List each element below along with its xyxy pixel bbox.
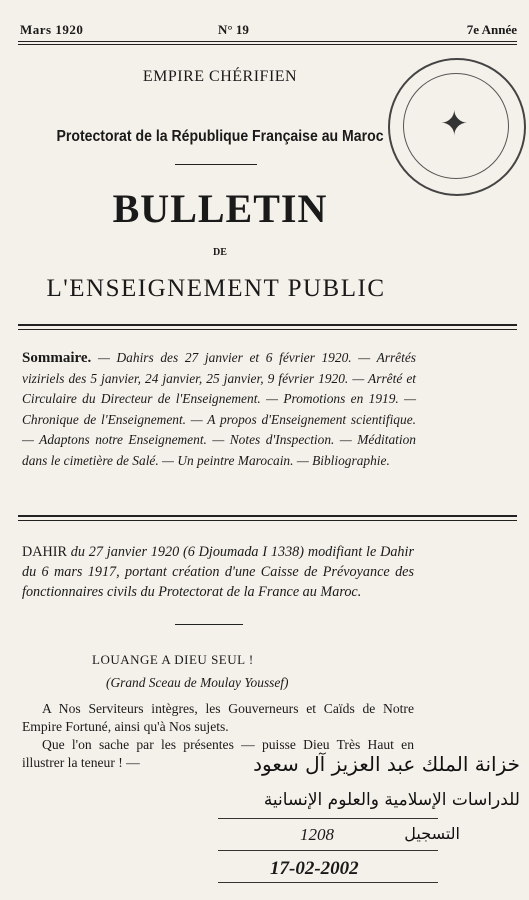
- louange-line: LOUANGE A DIEU SEUL !: [92, 652, 254, 667]
- sommaire-rule-top: [18, 515, 517, 517]
- annotation-underline-2: [218, 850, 438, 851]
- dahir-divider: [175, 624, 243, 625]
- dahir-text: du 27 janvier 1920 (6 Djoumada I 1338) modifiant le Dahir du 6 mars 1917, portant création d'une Caisse de Prévoyance des fonctionnaires civils du Protectorat de la France au Maroc.: [22, 544, 414, 600]
- annotation-underline-1: [218, 818, 438, 819]
- issue-date: Mars 1920: [20, 22, 84, 37]
- dahir-heading: [22, 542, 414, 602]
- seal-emblem-icon: ✦: [440, 106, 469, 143]
- header-rule-bottom: [18, 44, 517, 45]
- title-de: DE: [213, 247, 227, 258]
- sommaire-label: Sommaire.: [22, 350, 92, 366]
- arabic-library-name: خزانة الملك عبد العزيز آل سعود: [253, 752, 520, 776]
- stamp-inner-ring: [403, 73, 509, 179]
- issue-year: 7e Année: [466, 22, 517, 37]
- library-stamp: [388, 58, 526, 196]
- sommaire-text: — Dahirs des 27 janvier et 6 février 1920. — Arrêtés viziriels des 5 janvier, 24 janvier, 25 janvier, 9 février 1920. — Arrêté et Circulaire du Directeur de l'Enseignement. — Promotions en 1919. — Chronique de l'Enseignement. — A propos d'Enseignement scientifique. — Adaptons notre Enseignement. — Notes d'Inspection. — Méditation dans le cimetière de Salé. — Un peintre Marocain. — Bibliographie.: [22, 350, 416, 468]
- arabic-register-label: التسجيل: [404, 824, 460, 843]
- protectorat-heading: Protectorat de la République Française au Maroc: [56, 128, 384, 145]
- empire-heading: EMPIRE CHÉRIFIEN: [142, 68, 298, 85]
- sommaire-rule-bottom: [18, 520, 517, 521]
- masthead-divider: [175, 164, 257, 165]
- register-number: 1208: [300, 825, 334, 844]
- body-paragraph-1: A Nos Serviteurs intègres, les Gouverneurs et Caïds de Notre Empire Fortuné, ainsi qu'à Nos sujets.: [22, 701, 414, 734]
- arabic-library-subtitle: للدراسات الإسلامية والعلوم الإنسانية: [263, 790, 520, 810]
- dahir-label: DAHIR: [22, 544, 67, 560]
- bulletin-title: BULLETIN: [112, 186, 328, 231]
- body-paragraph-2: Que l'on sache par les présentes — puisse Dieu Très Haut en illustrer la teneur ! —: [22, 737, 414, 770]
- header-rule-top: [18, 41, 517, 42]
- masthead-rule-bottom: [18, 329, 517, 330]
- header-line: [20, 22, 517, 42]
- sceau-line: (Grand Sceau de Moulay Youssef): [106, 675, 289, 690]
- register-date: 17-02-2002: [270, 858, 359, 879]
- masthead-rule-top: [18, 324, 517, 326]
- bulletin-subtitle: L'ENSEIGNEMENT PUBLIC: [46, 275, 386, 302]
- annotation-underline-3: [218, 882, 438, 883]
- sommaire-paragraph: [22, 348, 416, 471]
- issue-number: N° 19: [218, 22, 249, 37]
